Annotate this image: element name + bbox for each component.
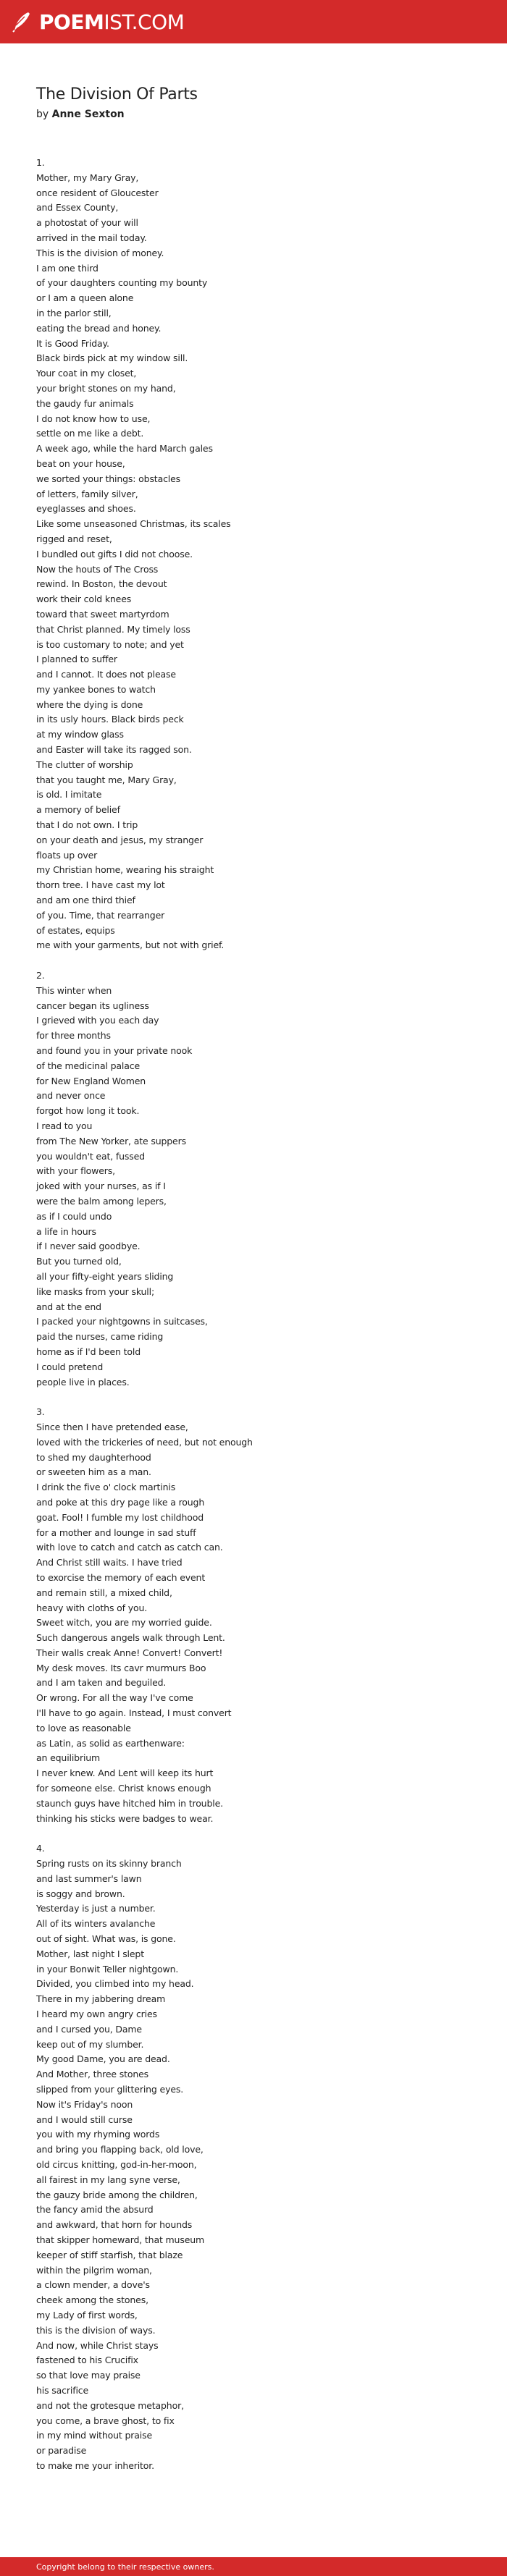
poem-line: Black birds pick at my window sill. <box>36 352 188 364</box>
poem-line: of estates, equips <box>36 924 115 936</box>
poem-line: me with your garments, but not with grief. <box>36 939 225 951</box>
by-label: by <box>36 109 49 120</box>
poem-line: his sacrifice <box>36 2384 89 2396</box>
poem-line: Spring rusts on its skinny branch <box>36 1858 182 1870</box>
poem-line: and never once <box>36 1090 106 1102</box>
poem-line: Such dangerous angels walk through Lent. <box>36 1632 225 1644</box>
poem-line: thorn tree. I have cast my lot <box>36 879 165 891</box>
poem-line: A week ago, while the hard March gales <box>36 443 213 455</box>
poem-line: the fancy amid the absurd <box>36 2204 154 2216</box>
poem-line: for three months <box>36 1030 111 1042</box>
poem-line: or paradise <box>36 2445 87 2457</box>
poem-line: loved with the trickeries of need, but not enough <box>36 1436 253 1448</box>
poem-line: eyeglasses and shoes. <box>36 503 136 515</box>
poem-byline <box>36 109 485 120</box>
poem-stanza <box>36 968 485 1390</box>
poem-line: of your daughters counting my bounty <box>36 277 208 289</box>
poem-line: and last summer's lawn <box>36 1872 142 1884</box>
poem-line: for New England Women <box>36 1075 146 1086</box>
poem-line: my yankee bones to watch <box>36 683 156 695</box>
stanza-number: 4. <box>36 1843 45 1854</box>
poem-line: rigged and reset, <box>36 533 112 544</box>
poem-line: and remain still, a mixed child, <box>36 1587 172 1598</box>
stanza-number: 3. <box>36 1406 45 1418</box>
poem-stanza <box>36 156 485 953</box>
poem-line: all your fifty-eight years sliding <box>36 1270 174 1282</box>
poem-line: floats up over <box>36 849 98 861</box>
poem-line: joked with your nurses, as if I <box>36 1181 166 1192</box>
poem-line: out of sight. What was, is gone. <box>36 1933 176 1945</box>
poem-line: I bundled out gifts I did not choose. <box>36 548 193 559</box>
poem-line: and I am taken and beguiled. <box>36 1677 167 1689</box>
poem-line: to exorcise the memory of each event <box>36 1571 206 1583</box>
poem-line: I am one third <box>36 262 99 274</box>
logo-text-bold: POEM <box>39 9 104 34</box>
poem-line: and poke at this dry page like a rough <box>36 1496 205 1508</box>
poem-line: once resident of Gloucester <box>36 187 159 198</box>
poem-line: the gauzy bride among the children, <box>36 2189 198 2200</box>
poem-line: you with my rhyming words <box>36 2129 160 2140</box>
poem-line: a photostat of your will <box>36 217 138 229</box>
poem-line: And Christ still waits. I have tried <box>36 1557 183 1568</box>
poem-line: with love to catch and catch as catch can. <box>36 1542 223 1553</box>
poem-line: Mother, last night I slept <box>36 1948 144 1959</box>
poem-line: a memory of belief <box>36 804 120 816</box>
poem-line: so that love may praise <box>36 2370 141 2381</box>
poem-author[interactable]: Anne Sexton <box>51 109 125 120</box>
poem-line: like masks from your skull; <box>36 1285 155 1297</box>
poem-line: where the dying is done <box>36 698 143 710</box>
poem-line: on your death and jesus, my stranger <box>36 834 204 845</box>
poem-line: of letters, family silver, <box>36 488 138 499</box>
poem-line: keeper of stiff starfish, that blaze <box>36 2249 183 2260</box>
poem-line: the gaudy fur animals <box>36 397 134 409</box>
poem-line: The clutter of worship <box>36 759 133 770</box>
poem-line: I packed your nightgowns in suitcases, <box>36 1316 208 1327</box>
poem-line: It is Good Friday. <box>36 337 109 349</box>
poem-line: and found you in your private nook <box>36 1045 193 1057</box>
poem-line: a clown mender, a dove's <box>36 2279 150 2291</box>
stanza-number: 2. <box>36 970 45 981</box>
poem-line: rewind. In Boston, the devout <box>36 578 167 590</box>
poem-line: toward that sweet martyrdom <box>36 608 169 620</box>
poem-line: in my mind without praise <box>36 2430 153 2441</box>
poem-line: My desk moves. Its cavr murmurs Boo <box>36 1662 206 1673</box>
poem-stanza <box>36 1405 485 1826</box>
poem-line: I grieved with you each day <box>36 1015 159 1026</box>
poem-line: an equilibrium <box>36 1752 101 1764</box>
poem-line: and I cursed you, Dame <box>36 2023 142 2035</box>
poem-line: I heard my own angry cries <box>36 2009 157 2020</box>
poem-line: staunch guys have hitched him in trouble. <box>36 1797 223 1809</box>
poem-line: and Essex County, <box>36 202 119 214</box>
quill-pen-icon <box>9 9 33 34</box>
poem-line: I planned to suffer <box>36 654 117 665</box>
poem-line: you wouldn't eat, fussed <box>36 1150 145 1162</box>
poem-line: is soggy and brown. <box>36 1888 125 1899</box>
poem-line: from The New Yorker, ate suppers <box>36 1135 186 1146</box>
poem-line: and not the grotesque metaphor, <box>36 2399 184 2411</box>
poem-line: fastened to his Crucifix <box>36 2355 138 2366</box>
poem-line: paid the nurses, came riding <box>36 1331 164 1343</box>
poem-line: Their walls creak Anne! Convert! Convert! <box>36 1647 223 1658</box>
poem-line: for someone else. Christ knows enough <box>36 1783 211 1794</box>
poem-line: and awkward, that horn for hounds <box>36 2219 193 2231</box>
poem-line: we sorted your things: obstacles <box>36 473 181 484</box>
poem-line: and I cannot. It does not please <box>36 669 176 680</box>
poem-line: eating the bread and honey. <box>36 322 162 334</box>
poem-line: work their cold knees <box>36 594 132 605</box>
poem-line: I could pretend <box>36 1361 104 1372</box>
poem-line: you come, a brave ghost, to fix <box>36 2415 175 2426</box>
poem-line: is too customary to note; and yet <box>36 638 184 650</box>
poem-line: Like some unseasoned Christmas, its scales <box>36 518 231 530</box>
poem-line: This winter when <box>36 984 112 996</box>
poem-line: as Latin, as solid as earthenware: <box>36 1737 185 1749</box>
poem-line: Sweet witch, you are my worried guide. <box>36 1617 212 1629</box>
poem-line: I'll have to go again. Instead, I must convert <box>36 1707 232 1719</box>
poem-line: and am one third thief <box>36 895 135 906</box>
poem-line: slipped from your glittering eyes. <box>36 2084 184 2095</box>
poem-line: keep out of my slumber. <box>36 2038 144 2050</box>
poem-line: in its usly hours. Black birds peck <box>36 714 184 725</box>
poem-line: that skipper homeward, that museum <box>36 2234 205 2245</box>
poem-line: and I would still curse <box>36 2113 133 2125</box>
poem-line: to love as reasonable <box>36 1722 131 1733</box>
poem-line: this is the division of ways. <box>36 2324 156 2336</box>
stanza-number: 1. <box>36 157 45 168</box>
poem-line: with your flowers, <box>36 1165 115 1177</box>
site-header <box>0 0 507 43</box>
poem-line: that I do not own. I trip <box>36 819 138 831</box>
poem-line: All of its winters avalanche <box>36 1918 156 1930</box>
poem-line: for a mother and lounge in sad stuff <box>36 1526 196 1538</box>
poem-line: Now it's Friday's noon <box>36 2098 133 2110</box>
poem-content <box>36 85 485 2489</box>
poem-line: I never knew. And Lent will keep its hurt <box>36 1768 214 1779</box>
poem-line: There in my jabbering dream <box>36 1993 166 2005</box>
poem-line: and Easter will take its ragged son. <box>36 744 192 756</box>
poem-line: goat. Fool! I fumble my lost childhood <box>36 1511 204 1523</box>
poem-line: home as if I'd been told <box>36 1346 141 1357</box>
poem-line: were the balm among lepers, <box>36 1195 167 1207</box>
poem-line: Mother, my Mary Gray, <box>36 172 139 183</box>
poem-line: I do not know how to use, <box>36 413 151 424</box>
poem-line: My good Dame, you are dead. <box>36 2053 170 2065</box>
poem-body <box>36 156 485 2474</box>
poem-line: Yesterday is just a number. <box>36 1903 156 1914</box>
poem-line: Or wrong. For all the way I've come <box>36 1692 193 1704</box>
poem-line: Your coat in my closet, <box>36 368 137 379</box>
poem-line: heavy with cloths of you. <box>36 1602 148 1613</box>
poem-line: And now, while Christ stays <box>36 2339 159 2351</box>
poem-line: beat on your house, <box>36 457 125 469</box>
poem-line: I read to you <box>36 1120 93 1131</box>
poem-line: forgot how long it took. <box>36 1105 140 1117</box>
logo-text-light: IST.COM <box>104 9 185 34</box>
poem-line: But you turned old, <box>36 1256 122 1267</box>
site-logo[interactable] <box>9 9 184 34</box>
poem-line: Divided, you climbed into my head. <box>36 1978 194 1990</box>
poem-line: within the pilgrim woman, <box>36 2264 152 2276</box>
poem-line: that you taught me, Mary Gray, <box>36 774 177 785</box>
poem-line: your bright stones on my hand, <box>36 382 176 394</box>
copyright-text: Copyright belong to their respective owners. <box>36 2562 214 2572</box>
poem-line: or sweeten him as a man. <box>36 1466 151 1478</box>
poem-line: This is the division of money. <box>36 247 164 258</box>
poem-title: The Division Of Parts <box>36 85 198 104</box>
poem-line: to shed my daughterhood <box>36 1451 151 1463</box>
poem-line: settle on me like a debt. <box>36 428 144 439</box>
poem-line: Now the houts of The Cross <box>36 563 159 575</box>
poem-line: at my window glass <box>36 729 124 740</box>
poem-line: as if I could undo <box>36 1210 112 1222</box>
poem-line: of you. Time, that rearranger <box>36 909 165 921</box>
poem-line: cancer began its ugliness <box>36 1000 149 1011</box>
poem-line: thinking his sticks were badges to wear. <box>36 1812 214 1824</box>
poem-line: in the parlor still, <box>36 307 112 318</box>
poem-line: that Christ planned. My timely loss <box>36 623 190 635</box>
poem-line: of the medicinal palace <box>36 1060 140 1071</box>
poem-line: in your Bonwit Teller nightgown. <box>36 1963 179 1975</box>
poem-line: Since then I have pretended ease, <box>36 1421 188 1432</box>
poem-line: or I am a queen alone <box>36 292 134 304</box>
site-logo-text <box>39 10 184 34</box>
poem-line: to make me your inheritor. <box>36 2459 154 2471</box>
poem-line: old circus knitting, god-in-her-moon, <box>36 2158 197 2170</box>
poem-stanza <box>36 1841 485 2473</box>
poem-line: And Mother, three stones <box>36 2069 149 2080</box>
site-footer <box>0 2557 507 2576</box>
poem-line: all fairest in my lang syne verse, <box>36 2174 180 2185</box>
poem-line: my Lady of first words, <box>36 2309 138 2320</box>
poem-line: cheek among the stones, <box>36 2294 148 2306</box>
poem-line: if I never said goodbye. <box>36 1241 141 1252</box>
poem-line: is old. I imitate <box>36 789 102 801</box>
poem-line: and bring you flapping back, old love, <box>36 2144 204 2155</box>
poem-line: people live in places. <box>36 1376 130 1388</box>
poem-line: my Christian home, wearing his straight <box>36 864 214 876</box>
poem-line: I drink the five o' clock martinis <box>36 1482 176 1493</box>
poem-line: and at the end <box>36 1301 101 1312</box>
poem-line: arrived in the mail today. <box>36 232 147 243</box>
poem-line: a life in hours <box>36 1225 96 1237</box>
